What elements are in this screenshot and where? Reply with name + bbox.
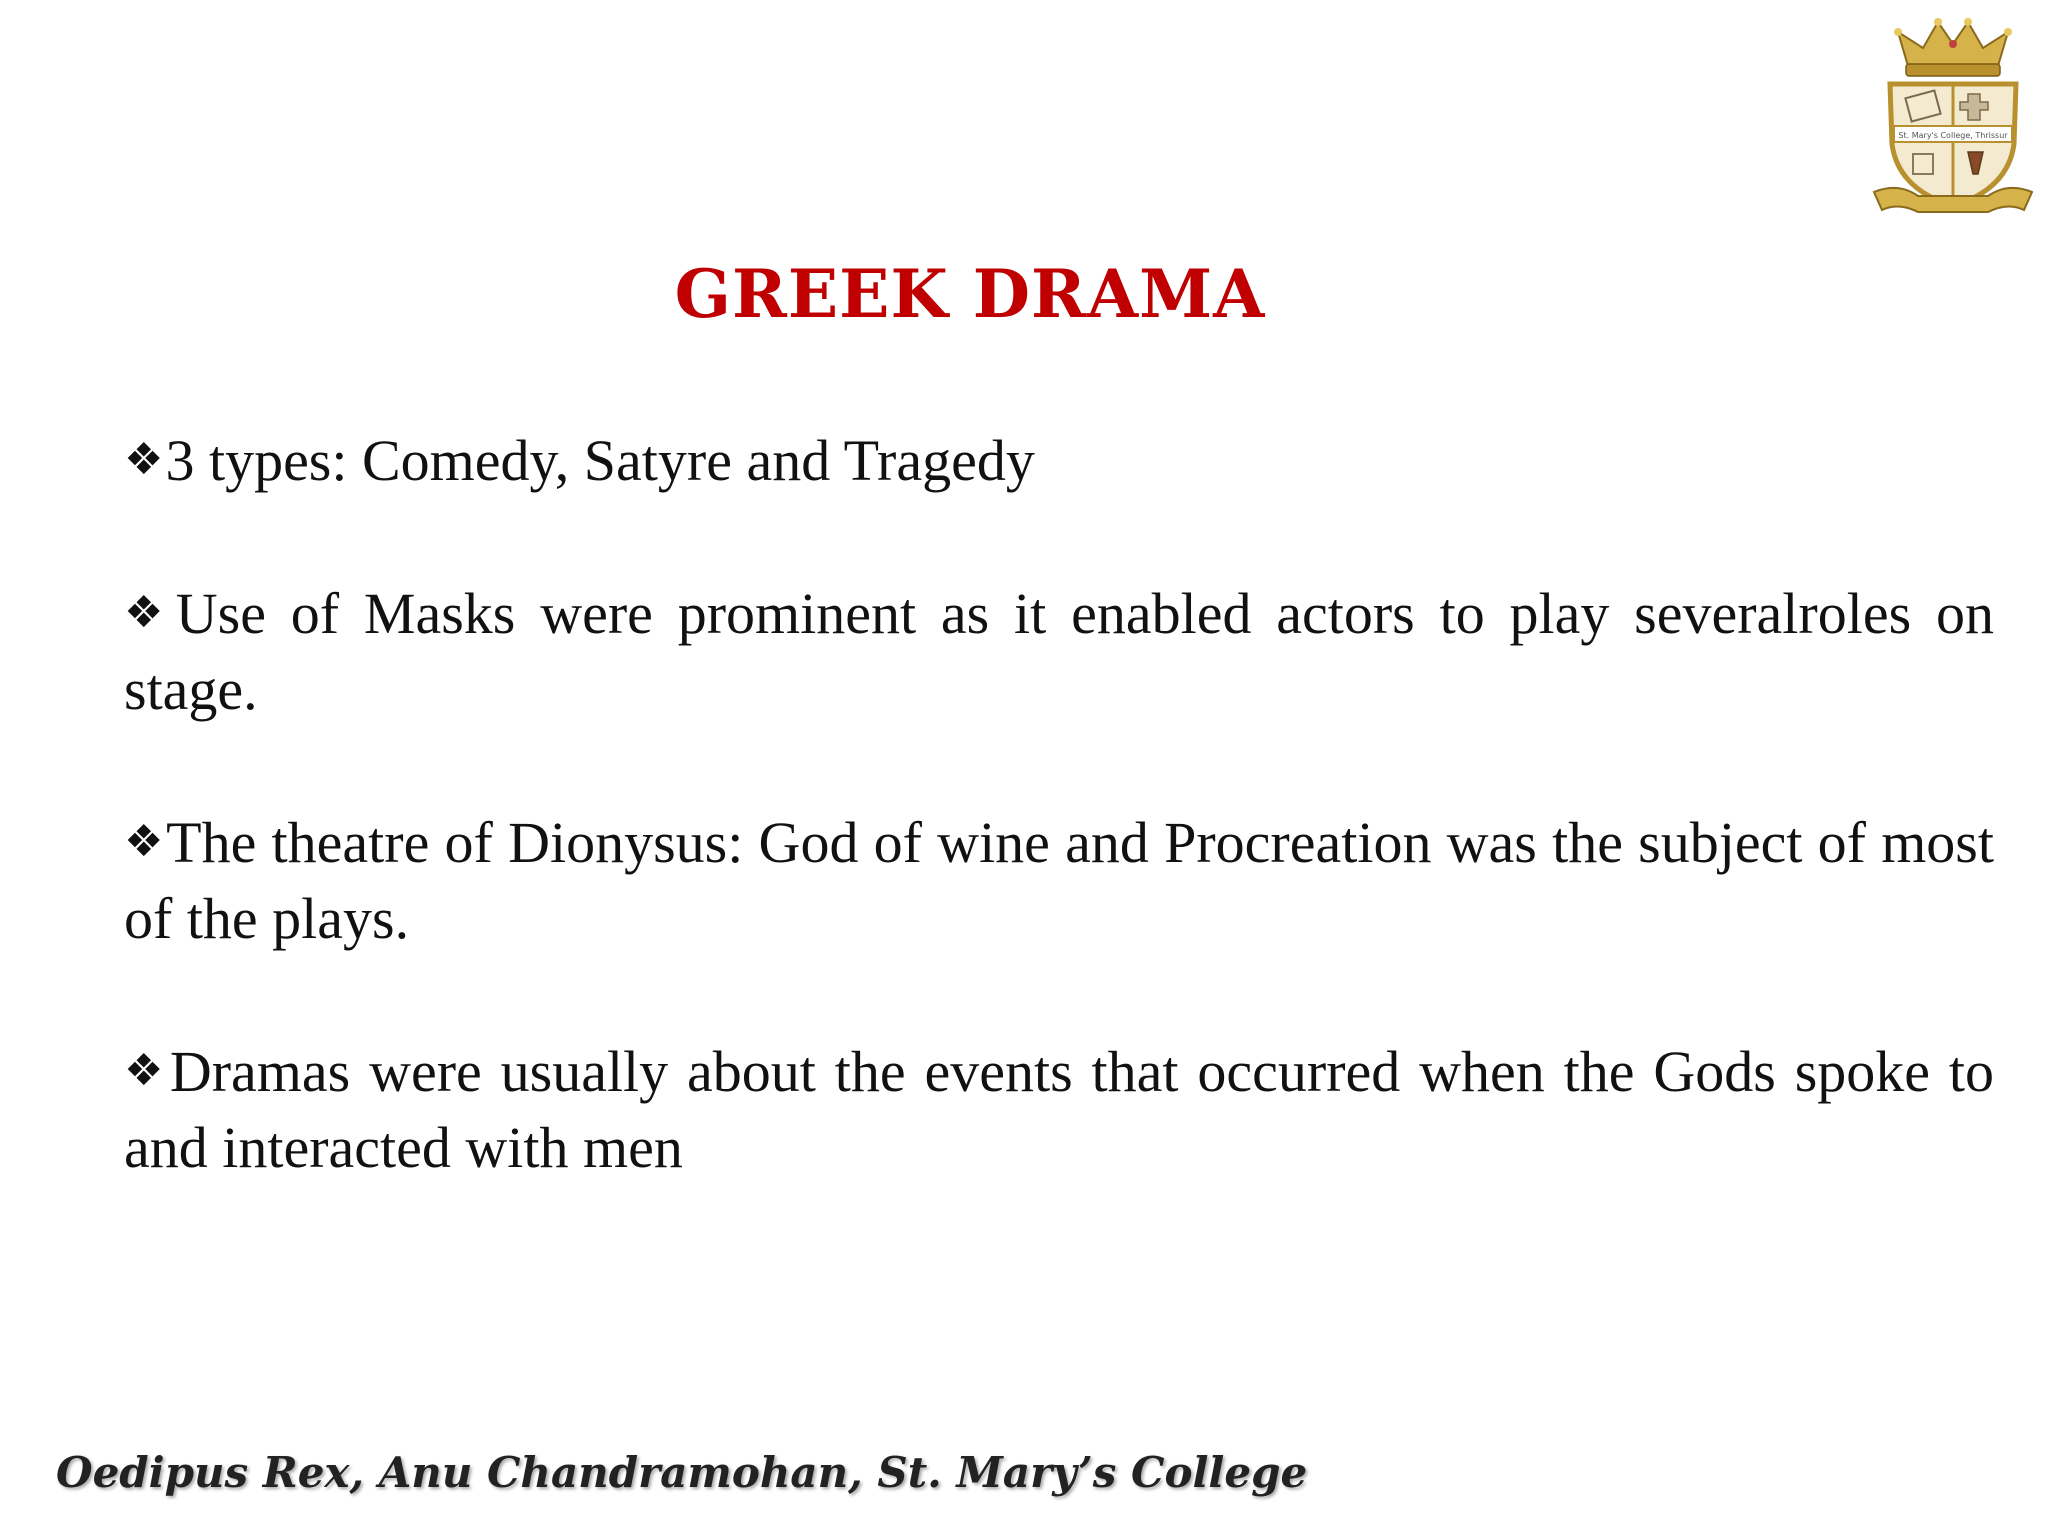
slide-footer: Oedipus Rex, Anu Chandramohan, St. Mary’s College [56,1448,1308,1497]
bullet-item [124,1033,1994,1186]
diamond-bullet-icon: ❖ [124,587,174,638]
bullet-list [124,422,1994,1262]
bullet-text: Dramas were usually about the events that occurred when the Gods spoke to and interacted with men [124,1039,1994,1180]
bullet-item [124,422,1994,499]
diamond-bullet-icon: ❖ [124,1045,168,1096]
bullet-text: Use of Masks were prominent as it enabled actors to play severalroles on stage. [124,581,1994,722]
bullet-item [124,575,1994,728]
college-crest-logo [1868,14,2038,224]
diamond-bullet-icon: ❖ [124,434,164,485]
bullet-item [124,804,1994,957]
diamond-bullet-icon: ❖ [124,816,165,867]
slide-title: GREEK DRAMA [674,255,1266,333]
bullet-text: The theatre of Dionysus: God of wine and Procreation was the subject of most of the plays. [124,810,1994,951]
bullet-text: 3 types: Comedy, Satyre and Tragedy [165,428,1035,493]
crest-text: St. Mary's College, Thrissur [1898,131,2008,140]
